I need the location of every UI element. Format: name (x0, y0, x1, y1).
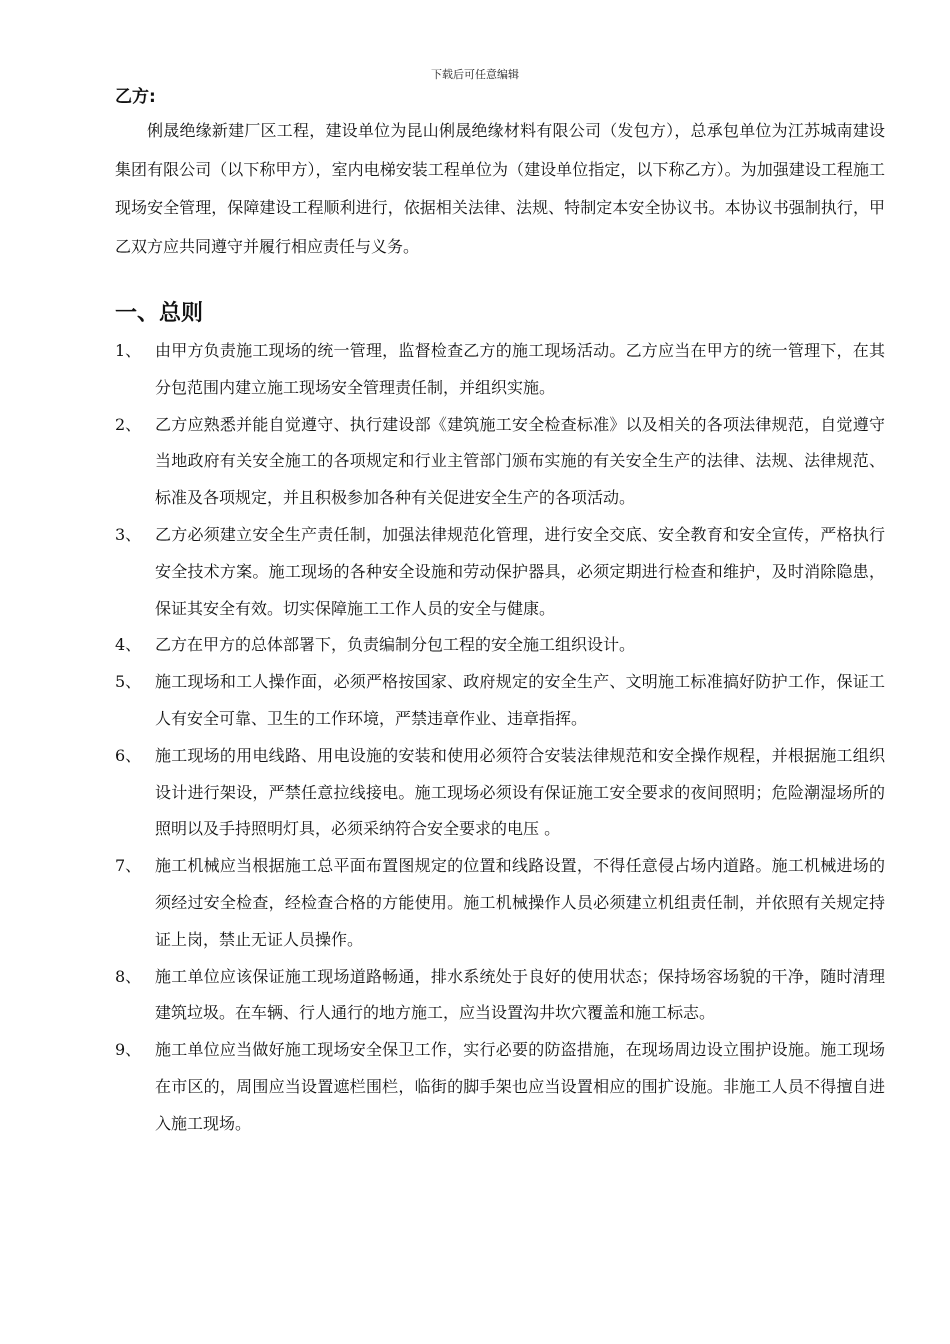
intro-paragraph (115, 112, 885, 266)
clause-text: 施工单位应该保证施工现场道路畅通，排水系统处于良好的使用状态；保持场容场貌的干净，随时清理建筑垃圾。在车辆、行人通行的地方施工，应当设置沟井坎穴覆盖和施工标志。 (155, 966, 885, 1023)
clause-item (115, 738, 885, 848)
clause-text: 施工现场和工人操作面，必须严格按国家、政府规定的安全生产、文明施工标准搞好防护工作，保证工人有安全可靠、卫生的工作环境，严禁违章作业、违章指挥。 (155, 672, 885, 728)
clause-text: 施工机械应当根据施工总平面布置图规定的位置和线路设置，不得任意侵占场内道路。施工机械进场的须经过安全检查，经检查合格的方能使用。施工机械操作人员必须建立机组责任制，并依照有关规定持证上岗，禁止无证人员操作。 (155, 856, 885, 949)
clause-number: 1、 (115, 341, 142, 360)
clause-item (115, 517, 885, 627)
header-note: 下载后可任意编辑 (431, 68, 519, 81)
intro-text: 俐晟绝缘新建厂区工程，建设单位为昆山俐晟绝缘材料有限公司（发包方），总承包单位为江苏城南建设集团有限公司（以下称甲方），室内电梯安装工程单位为（建设单位指定，以下称乙方）。为加强建设工程施工现场安全管理，保障建设工程顺利进行，依据相关法律、法规、特制定本安全协议书。本协议书强制执行，甲乙双方应共同遵守并履行相应责任与义务。 (115, 121, 885, 256)
clause-item (115, 959, 885, 1033)
clause-text: 乙方应熟悉并能自觉遵守、执行建设部《建筑施工安全检查标准》以及相关的各项法律规范，自觉遵守当地政府有关安全施工的各项规定和行业主管部门颁布实施的有关安全生产的法律、法规、法律规范、标准及各项规定，并且积极参加各种有关促进安全生产的各项活动。 (155, 414, 885, 508)
clause-number: 2、 (115, 414, 142, 434)
clause-item (115, 627, 885, 664)
clause-number: 3、 (115, 524, 142, 544)
clause-item (115, 1032, 885, 1142)
clause-text: 由甲方负责施工现场的统一管理，监督检查乙方的施工现场活动。乙方应当在甲方的统一管理下，在其分包范围内建立施工现场安全管理责任制，并组织实施。 (155, 341, 885, 397)
clause-number: 9、 (115, 1040, 142, 1060)
clause-number: 5、 (115, 672, 142, 692)
clause-number: 8、 (115, 966, 142, 986)
clause-list (115, 333, 885, 1143)
clause-number: 4、 (115, 635, 142, 655)
section-title: 一、总则 (115, 301, 204, 326)
clause-item (115, 848, 885, 958)
clause-text: 施工现场的用电线路、用电设施的安装和使用必须符合安装法律规范和安全操作规程，并根据施工组织设计进行架设，严禁任意拉线接电。施工现场必须设有保证施工安全要求的夜间照明；危险潮湿场所的照明以及手持照明灯具，必须采纳符合安全要求的电压 。 (155, 745, 885, 839)
clause-text: 乙方在甲方的总体部署下，负责编制分包工程的安全施工组织设计。 (155, 635, 636, 655)
clause-number: 7、 (115, 856, 142, 876)
clause-number: 6、 (115, 745, 142, 765)
clause-item (115, 664, 885, 738)
clause-item (115, 333, 885, 407)
clause-text: 施工单位应当做好施工现场安全保卫工作，实行必要的防盗措施，在现场周边设立围护设施。施工现场在市区的，周围应当设置遮栏围栏，临街的脚手架也应当设置相应的围扩设施。非施工人员不得擅自进入施工现场。 (155, 1040, 885, 1133)
clause-text: 乙方必须建立安全生产责任制，加强法律规范化管理，进行安全交底、安全教育和安全宣传，严格执行安全技术方案。施工现场的各种安全设施和劳动保护器具，必须定期进行检查和维护，及时消除隐患，保证其安全有效。切实保障施工工作人员的安全与健康。 (155, 524, 885, 618)
clause-item (115, 407, 885, 517)
party-label: 乙方: (115, 87, 156, 107)
